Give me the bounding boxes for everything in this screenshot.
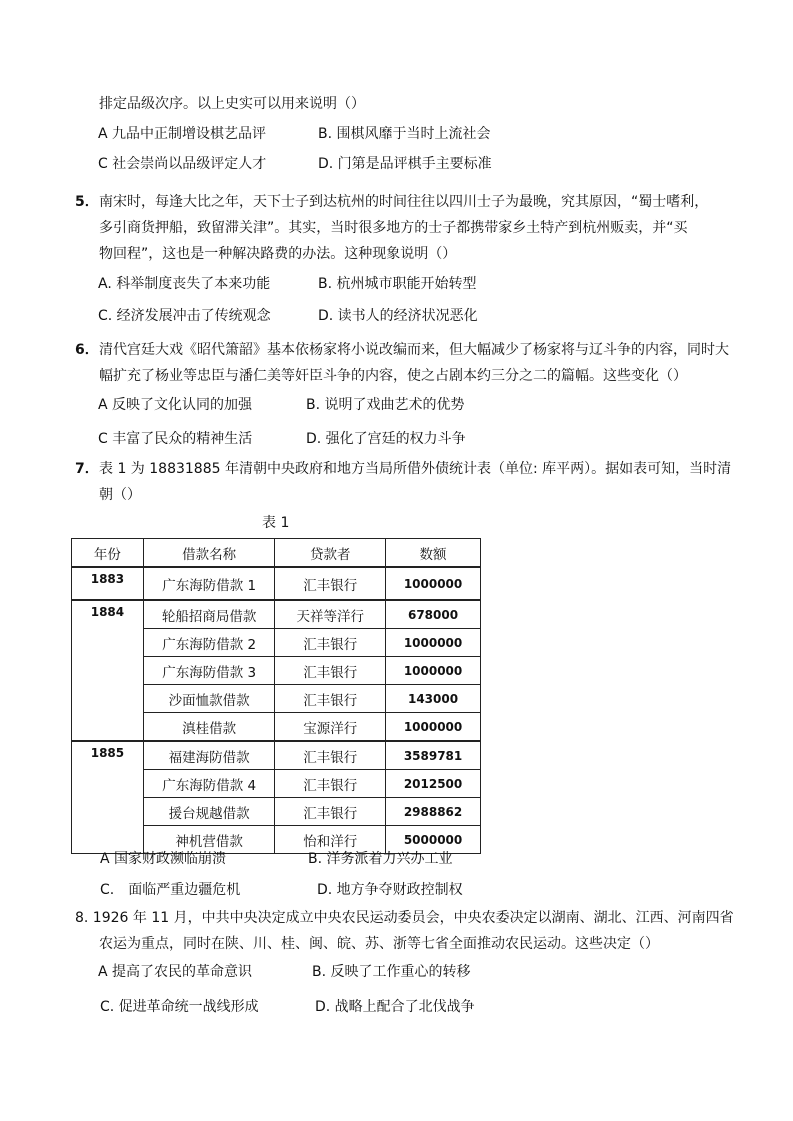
loan-name-cell: 滇桂借款: [143, 713, 275, 742]
year-cell: 1883: [72, 567, 144, 600]
q6-number: 6．: [75, 342, 99, 358]
amount-cell: 2988862: [386, 798, 481, 826]
loan-name-cell: 沙面恤款借款: [143, 685, 275, 713]
q8-option-b[interactable]: B. 反映了工作重心的转移: [312, 964, 471, 980]
q5-option-b[interactable]: B. 杭州城市职能开始转型: [318, 276, 477, 292]
loan-name-cell: 广东海防借款 4: [143, 770, 275, 798]
loan-name-cell: 广东海防借款 1: [143, 567, 275, 600]
loan-name-cell: 轮船招商局借款: [143, 600, 275, 629]
q5-stem-line-1: 南宋时，每逢大比之年，天下士子到达杭州的时间往往以四川士子为最晚，究其原因，“蜀士嗜利，: [99, 194, 709, 210]
table-caption: 表 1: [262, 515, 290, 531]
amount-cell: 1000000: [386, 629, 481, 657]
q4-option-d[interactable]: D. 门第是品评棋手主要标准: [318, 156, 492, 172]
q5-stem-line-2: 多引商货押船，致留滞关津”。其实，当时很多地方的士子都携带家乡土特产到杭州贩卖，并“买: [99, 220, 688, 236]
lender-cell: 汇丰银行: [275, 741, 386, 770]
loan-name-cell: 福建海防借款: [143, 741, 275, 770]
lender-cell: 天祥等洋行: [275, 600, 386, 629]
q5-option-d[interactable]: D. 读书人的经济状况恶化: [318, 308, 478, 324]
q4-option-c[interactable]: C 社会崇尚以品级评定人才: [98, 156, 267, 172]
lender-cell: 汇丰银行: [275, 770, 386, 798]
loan-name-cell: 广东海防借款 3: [143, 657, 275, 685]
amount-cell: 1000000: [386, 713, 481, 742]
header-year: 年份: [72, 539, 144, 568]
q7-option-a[interactable]: A 国家财政濒临崩溃: [100, 851, 227, 867]
q4-stem-tail: 排定品级次序。以上史实可以用来说明（）: [99, 96, 365, 112]
lender-cell: 汇丰银行: [275, 798, 386, 826]
loan-name-cell: 广东海防借款 2: [143, 629, 275, 657]
loan-name-cell: 神机营借款: [143, 826, 275, 854]
q7-option-d[interactable]: D. 地方争夺财政控制权: [317, 882, 463, 898]
q7-stem-line-2: 朝（）: [99, 487, 141, 503]
table-row: [72, 741, 481, 770]
amount-cell: 1000000: [386, 657, 481, 685]
q8-stem-line-2: 农运为重点，同时在陕、川、桂、闽、皖、苏、浙等七省全面推动农民运动。这些决定（）: [99, 936, 659, 952]
table-header-row: [72, 539, 481, 568]
header-amount: 数额: [386, 539, 481, 568]
q5-option-c[interactable]: C. 经济发展冲击了传统观念: [98, 308, 271, 324]
q8-option-a[interactable]: A 提高了农民的革命意识: [98, 964, 253, 980]
q6-option-b[interactable]: B. 说明了戏曲艺术的优势: [306, 397, 465, 413]
year-cell: 1885: [72, 741, 144, 854]
q6-option-d[interactable]: D. 强化了宫廷的权力斗争: [306, 431, 466, 447]
q4-option-a[interactable]: A 九品中正制增设棋艺品评: [98, 126, 267, 142]
amount-cell: 2012500: [386, 770, 481, 798]
q5-number: 5．: [75, 194, 99, 210]
q7-option-b[interactable]: B. 洋务派着力兴办工业: [308, 851, 453, 867]
q8-stem-line-1: 8. 1926 年 11 月，中共中央决定成立中央农民运动委员会，中央农委决定以湖南、湖北、江西、河南四省: [75, 910, 734, 926]
q6-option-a[interactable]: A 反映了文化认同的加强: [98, 397, 253, 413]
q6-stem-line-1: 清代宫廷大戏《昭代箫韶》基本依杨家将小说改编而来，但大幅减少了杨家将与辽斗争的内容，同时大: [99, 342, 729, 358]
q7-number: 7．: [75, 461, 99, 477]
q7-stem-line-1: 表 1 为 18831885 年清朝中央政府和地方当局所借外债统计表（单位: 库平两）。据如表可知，当时清: [99, 461, 732, 477]
amount-cell: 678000: [386, 600, 481, 629]
amount-cell: 1000000: [386, 567, 481, 600]
q6-option-c[interactable]: C 丰富了民众的精神生活: [98, 431, 253, 447]
amount-cell: 3589781: [386, 741, 481, 770]
loan-statistics-table: [71, 538, 481, 854]
q8-option-d[interactable]: D. 战略上配合了北伐战争: [315, 999, 475, 1015]
q4-option-b[interactable]: B. 围棋风靡于当时上流社会: [318, 126, 491, 142]
table-row: [72, 600, 481, 629]
q5-stem-line-3: 物回程”，这也是一种解决路费的办法。这种现象说明（）: [99, 246, 457, 262]
table-row: [72, 567, 481, 600]
q8-option-c[interactable]: C. 促进革命统一战线形成: [100, 999, 259, 1015]
lender-cell: 怡和洋行: [275, 826, 386, 854]
lender-cell: 汇丰银行: [275, 567, 386, 600]
lender-cell: 汇丰银行: [275, 629, 386, 657]
lender-cell: 宝源洋行: [275, 713, 386, 742]
year-cell: 1884: [72, 600, 144, 741]
lender-cell: 汇丰银行: [275, 685, 386, 713]
header-lender: 贷款者: [275, 539, 386, 568]
q6-stem-line-2: 幅扩充了杨业等忠臣与潘仁美等奸臣斗争的内容，使之占剧本约三分之二的篇幅。这些变化（）: [99, 368, 687, 384]
header-loan-name: 借款名称: [143, 539, 275, 568]
amount-cell: 143000: [386, 685, 481, 713]
q5-option-a[interactable]: A. 科举制度丧失了本来功能: [98, 276, 271, 292]
loan-name-cell: 援台规越借款: [143, 798, 275, 826]
q7-option-c[interactable]: C. 面临严重边疆危机: [100, 882, 241, 898]
lender-cell: 汇丰银行: [275, 657, 386, 685]
amount-cell: 5000000: [386, 826, 481, 854]
